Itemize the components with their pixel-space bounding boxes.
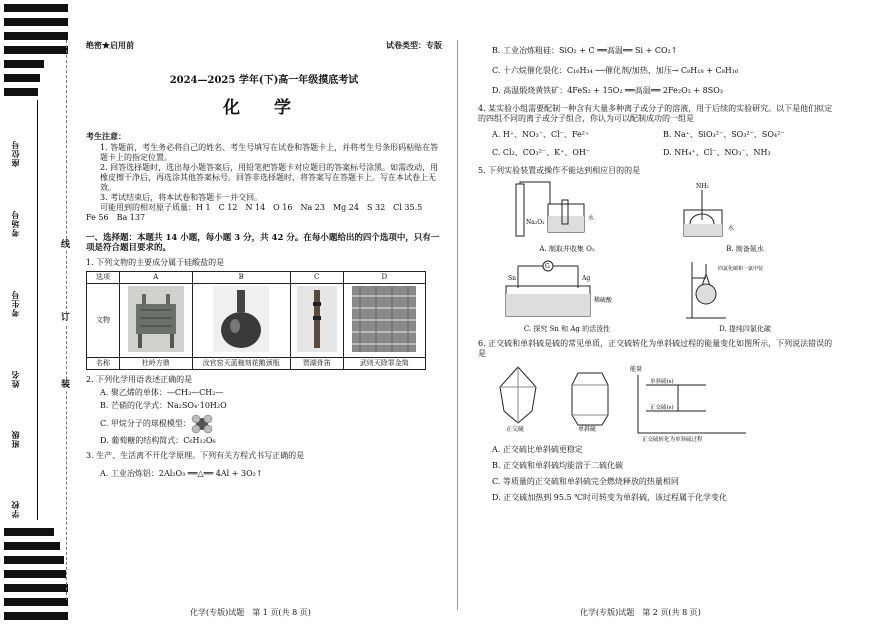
- q6-option-a: A. 正交硫比单斜硫更稳定: [492, 444, 583, 454]
- col-b: B: [192, 272, 290, 284]
- q4-stem: 4. 某实验小组需要配制一种含有大量多种离子或分子的溶液，用于后续的实验研究。以下是他们拟定的四组不同的离子或分子组合，你认为可以配制成功的一组是: [478, 104, 833, 123]
- page-header: [86, 40, 442, 50]
- crystal-mono-label: 单斜硫: [578, 425, 597, 433]
- methane-model-icon: [191, 414, 213, 434]
- binding-line: [37, 100, 38, 520]
- seat-number-label: 座位号: [10, 140, 20, 167]
- name-d: 武则天除罪金简: [343, 357, 425, 369]
- q5-caption-c: C. 探究 Sn 和 Ag 的活泼性: [523, 324, 611, 333]
- name-label: 姓名: [10, 370, 20, 388]
- column-divider: [457, 40, 458, 610]
- page-2: [478, 46, 834, 503]
- notice-item-1: 1. 答题前，考生务必将自己的姓名、考生号填写在试卷和答题卡上，并将考生号条形码粘贴在答题卡上的指定位置。: [100, 142, 439, 162]
- notice-heading: 考生注意：: [86, 130, 126, 141]
- q5-figure-b: [656, 180, 834, 254]
- q4-options: [478, 130, 834, 158]
- q1-stem: 1. 下列文物的主要成分属于硅酸盐的是: [86, 258, 225, 267]
- q3-option-a: A. 工业冶炼铝：2Al₂O₃ ══△══ 4Al + 3O₂↑: [100, 468, 263, 478]
- q4-option-c: C. Cl₂、CO₃²⁻、K⁺、OH⁻: [492, 148, 591, 157]
- confidential-mark: 绝密★启用前: [86, 40, 134, 50]
- s-mono-level: 单斜硫(s): [650, 378, 674, 385]
- q5-figure-d: [656, 258, 834, 334]
- student-number-label: 考生号: [10, 290, 20, 317]
- q5-figure-a: [478, 180, 656, 254]
- fig-c-sn-label: Sn: [508, 274, 516, 282]
- q6-option-d: D. 正交硫加热到 95.5 ℃时可转变为单斜硫，该过程属于化学变化: [492, 492, 728, 502]
- notice: [86, 131, 442, 223]
- q6-stem: 6. 正交硫和单斜硫是硫的常见单质，正交硫转化为单斜硫过程的能量变化如图所示，下列说法错误的是: [478, 338, 833, 358]
- section-1-heading: 一、选择题：本题共 14 小题，每小题 3 分，共 42 分。在每小题给出的四个选项中，只有一项是符合题目要求的。: [86, 232, 440, 254]
- crystal-ortho-label: 正交硫: [506, 425, 525, 433]
- q6-option-c: C. 等质量的正交硫和单斜硫完全燃烧释放的热量相同: [492, 476, 679, 486]
- q5-figure-c: [478, 258, 656, 334]
- q2-option-a: A. 聚乙烯的单体：—CH₂—CH₂—: [100, 387, 224, 397]
- fig-d-mixture-label: 四氯化碳和一氯甲烷: [718, 265, 764, 272]
- q5-figures: [478, 180, 834, 334]
- fig-a-water-label: 水: [588, 215, 595, 222]
- artifact-d-image: [343, 283, 425, 357]
- q5-caption-b: B. 制备氨水: [726, 245, 764, 253]
- q4-option-d: D. NH₄⁺、Cl⁻、NO₃⁻、NH₃: [663, 148, 771, 157]
- q2-option-c: [86, 414, 442, 434]
- artifact-b-image: [192, 283, 290, 357]
- q3-option-b: B. 工业冶炼粗硅：SiO₂ + C ══高温══ Si + CO₂↑: [492, 46, 678, 55]
- energy-ylabel: 能量: [630, 365, 643, 373]
- bind-char-xian: 线: [61, 240, 71, 250]
- name-c: 贾湖骨笛: [290, 357, 343, 369]
- col-c: C: [290, 272, 343, 284]
- q2-option-b: B. 芒硝的化学式：Na₂SO₄·10H₂O: [100, 400, 227, 410]
- q5-caption-d: D. 提纯四氯化碳: [719, 324, 771, 333]
- notice-item-2: 2. 回答选择题时，选出每小题答案后，用铅笔把答题卡对应题目的答案标号涂黑。如需改动，用橡皮擦干净后，再选涂其他答案标号。回答非选择题时，将答案写在答题卡上。写在本试卷上无效。: [100, 162, 439, 192]
- q2-option-c-text: C. 甲烷分子的球棍模型：: [100, 418, 191, 428]
- q1-artifact-table: [86, 271, 426, 370]
- artifact-c-image: [290, 283, 343, 357]
- col-d: D: [343, 272, 425, 284]
- bind-char-zhuang: 装: [61, 380, 71, 390]
- atomic-masses: 可能用到的相对原子质量：H 1 C 12 N 14 O 16 Na 23 Mg 24 S 32 Cl 35.5: [100, 202, 423, 212]
- energy-xlabel: 正交硫转化为单斜硫过程: [642, 436, 703, 443]
- q5-caption-a: A. 制取并收集 O₂: [539, 245, 595, 253]
- fig-a-na2o2-label: Na₂O₂: [526, 219, 545, 226]
- sulfur-crystal-diagram: [478, 363, 628, 433]
- footer-page-2: 化学(专版)试题 第 2 页(共 8 页): [580, 608, 701, 617]
- q3-stem: 3. 生产、生活离不开化学原理。下列有关方程式书写正确的是: [86, 450, 305, 460]
- q4-option-a: A. H⁺、NO₃⁻、Cl⁻、Fe²⁺: [492, 130, 590, 139]
- fig-c-galvanometer-label: G: [545, 262, 550, 270]
- row-label-name: 名称: [87, 357, 120, 369]
- q2-stem: 2. 下列化学用语表述正确的是: [86, 374, 193, 384]
- row-label-artifact: 文物: [87, 283, 120, 357]
- s-ortho-level: 正交硫(s): [650, 404, 674, 411]
- name-b: 汝官窑天蓝釉刻花鹅颈瓶: [192, 357, 290, 369]
- q6-figure: [478, 363, 834, 443]
- fig-b-nh3-label: NH₃: [696, 183, 709, 190]
- energy-diagram: [628, 363, 758, 443]
- school-label: 学校: [10, 500, 20, 518]
- fig-c-acid-label: 稀硫酸: [594, 296, 613, 304]
- q2-option-d: D. 葡萄糖的结构简式：C₆H₁₂O₆: [100, 435, 216, 445]
- page-1: [86, 40, 442, 479]
- subject-title: 化 学: [223, 97, 305, 118]
- notice-item-3: 3. 考试结束后，将本试卷和答题卡一并交回。: [100, 192, 263, 202]
- exam-room-label: 考场号: [10, 210, 20, 237]
- q4-option-b: B. Na⁺、SiO₃²⁻、SO₃²⁻、SO₄²⁻: [663, 130, 785, 139]
- q6-option-b: B. 正交硫和单斜硫均能溶于二硫化碳: [492, 460, 623, 470]
- q5-stem: 5. 下列实验装置或操作不能达到相应目的的是: [478, 166, 641, 175]
- bind-char-ding: 订: [61, 313, 71, 323]
- row-label-option: 选项: [87, 272, 120, 284]
- col-a: A: [120, 272, 193, 284]
- fig-b-water-label: 水: [728, 225, 735, 232]
- atomic-masses-2: Fe 56 Ba 137: [86, 212, 146, 222]
- name-a: 杜岭方鼎: [120, 357, 193, 369]
- artifact-a-image: [120, 283, 193, 357]
- exam-title: 2024—2025 学年(下)高一年级摸底考试: [169, 75, 359, 86]
- paper-type: 试卷类型：专版: [386, 40, 442, 50]
- class-label: 班级: [10, 430, 20, 448]
- footer-page-1: 化学(专版)试题 第 1 页(共 8 页): [190, 608, 311, 617]
- q3-option-d: D. 高温煅烧黄铁矿：4FeS₂ + 15O₂ ══高温══ 2Fe₂O₃ + 8SO₃: [492, 86, 723, 95]
- q3-option-c: C. 十六烷催化裂化：C₁₆H₃₄ ──催化剂/加热、加压→ C₈H₁₈ + C₈H₁₆: [492, 66, 739, 75]
- fig-c-ag-label: Ag: [582, 274, 591, 282]
